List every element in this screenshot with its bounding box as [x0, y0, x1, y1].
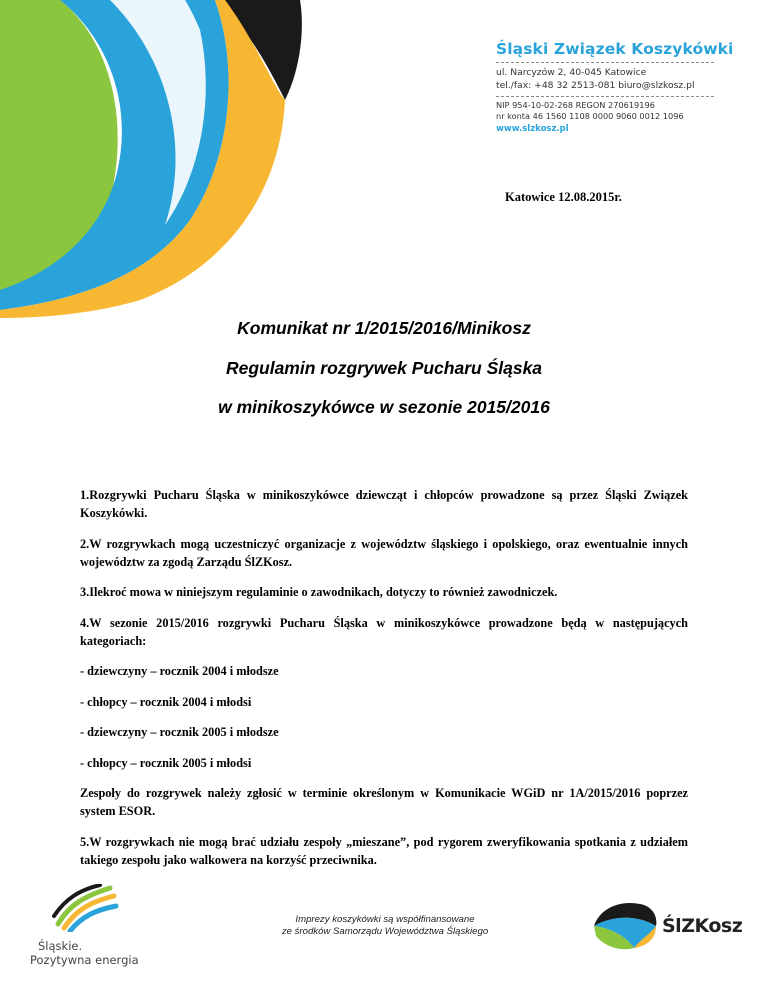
organization-header [496, 40, 736, 136]
slzkosz-ball-icon [590, 896, 660, 952]
divider [496, 62, 714, 63]
address: ul. Narcyzów 2, 40-045 Katowice [496, 67, 647, 78]
paragraph: 2.W rozgrywkach mogą uczestniczyć organizacje z województw śląskiego i opolskiego, oraz ewentualnie innych województw za zgodą Zarządu ŚlZKosz. [80, 536, 688, 569]
paragraph: 4.W sezonie 2015/2016 rozgrywki Pucharu Śląska w minikoszykówce prowadzone będą w następujących kategoriach: [80, 615, 688, 648]
slaskie-text: Śląskie. [38, 939, 83, 953]
nip-regon: NIP 954-10-02-268 REGON 270619196 [496, 100, 655, 110]
slaskie-wave-icon [50, 884, 120, 932]
paragraph: 3.Ilekroć mowa w niniejszym regulaminie o zawodnikach, dotyczy to również zawodniczek. [80, 585, 558, 599]
paragraph: Zespoły do rozgrywek należy zgłosić w terminie określonym w Komunikacie WGiD nr 1A/2015/2016 poprzez system ESOR. [80, 786, 688, 818]
organization-name: Śląski Związek Koszykówki [496, 40, 734, 58]
list-item: - dziewczyny – rocznik 2004 i młodsze [80, 664, 279, 678]
title-line-1: Komunikat nr 1/2015/2016/Minikosz [237, 318, 531, 338]
contact: tel./fax: +48 32 2513-081 biuro@slzkosz.pl [496, 80, 695, 91]
cofinancing-note [240, 914, 530, 938]
title-line-2: Regulamin rozgrywek Pucharu Śląska [225, 358, 543, 378]
document-date: Katowice 12.08.2015r. [505, 190, 622, 204]
website-link[interactable]: www.slzkosz.pl [496, 124, 569, 134]
list-item: - dziewczyny – rocznik 2005 i młodsze [80, 725, 279, 739]
paragraph: 1.Rozgrywki Pucharu Śląska w minikoszykówce dziewcząt i chłopców prowadzone są przez Śląski Związek Koszykówki. [80, 488, 688, 520]
title-line-3: w minikoszykówce w sezonie 2015/2016 [218, 397, 550, 417]
cofinancing-line-2: ze środków Samorządu Województwa Śląskiego [281, 926, 489, 937]
bank-account: nr konta 46 1560 1108 0000 9060 0012 1096 [496, 111, 684, 121]
basketball-graphic [0, 0, 310, 320]
cofinancing-line-1: Imprezy koszykówki są współfinansowane [295, 914, 475, 925]
divider [496, 96, 714, 97]
paragraph: 5.W rozgrywkach nie mogą brać udziału zespoły „mieszane”, pod rygorem zweryfikowania spotkania z udziałem takiego zespołu jako walkowera na korzyść przeciwnika. [80, 834, 688, 867]
document-body [80, 486, 688, 869]
slzkosz-logo-text: ŚlZKosz [662, 915, 743, 937]
slaskie-logo [28, 884, 140, 967]
list-item: - chłopcy – rocznik 2004 i młodsi [80, 694, 252, 709]
slaskie-slogan: Pozytywna energia [30, 953, 139, 967]
list-item: - chłopcy – rocznik 2005 i młodsi [80, 755, 252, 770]
